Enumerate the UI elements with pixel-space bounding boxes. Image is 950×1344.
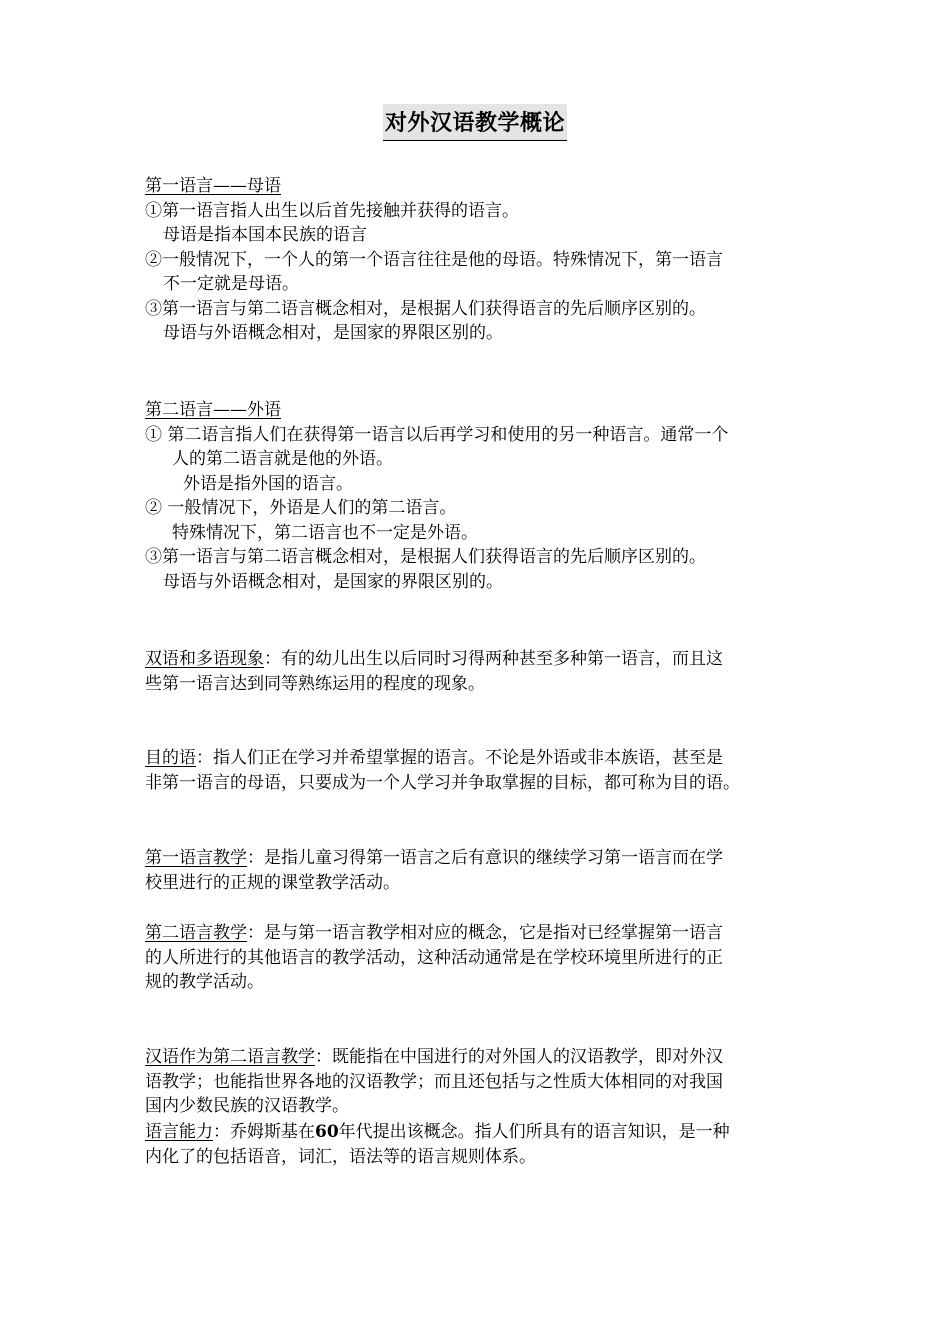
paragraph-line: ①第一语言指人出生以后首先接触并获得的语言。 [145, 200, 519, 221]
term-label: 目的语 [145, 748, 196, 768]
term-label: 汉语作为第二语言教学 [145, 1047, 315, 1067]
definition-text: ：指人们正在学习并希望掌握的语言。不论是外语或非本族语，甚至是 [196, 748, 723, 768]
paragraph-line: 国内少数民族的汉语教学。 [145, 1096, 349, 1116]
paragraph-line: 特殊情况下，第二语言也不一定是外语。 [172, 522, 478, 543]
paragraph-line: 些第一语言达到同等熟练运用的程度的现象。 [145, 673, 485, 694]
paragraph-line: 校里进行的正规的课堂教学活动。 [145, 872, 400, 893]
paragraph-line: 人的第二语言就是他的外语。 [172, 449, 393, 469]
section-first-language-teaching [145, 846, 815, 895]
paragraph-line: 不一定就是母语。 [163, 274, 299, 294]
paragraph-line: ① 第二语言指人们在获得第一语言以后再学习和使用的另一种语言。通常一个 [145, 424, 729, 445]
section-second-language-teaching [145, 921, 815, 995]
paragraph-line: ②一般情况下，一个人的第一个语言往往是他的母语。特殊情况下，第一语言 [145, 249, 723, 270]
decade-number: 60 [315, 1122, 339, 1142]
definition-text: ：乔姆斯基在 [213, 1122, 315, 1142]
term-label: 第一语言教学 [145, 848, 247, 868]
paragraph-line: 母语与外语概念相对，是国家的界限区别的。 [163, 571, 503, 592]
section-heading: 第二语言——外语 [145, 400, 281, 420]
paragraph-line: 语教学；也能指世界各地的汉语教学；而且还包括与之性质大体相同的对我国 [145, 1071, 723, 1092]
definition-text: ：是与第一语言教学相对应的概念，它是指对已经掌握第一语言 [247, 923, 723, 943]
paragraph-line: 非第一语言的母语，只要成为一个人学习并争取掌握的目标，都可称为目的语。 [145, 772, 740, 793]
definition-text: ：有的幼儿出生以后同时习得两种甚至多种第一语言，而且这 [264, 649, 723, 669]
section-target-language [145, 746, 815, 795]
paragraph-line: 的人所进行的其他语言的教学活动，这种活动通常是在学校环境里所进行的正 [145, 947, 723, 968]
paragraph-line: ③第一语言与第二语言概念相对，是根据人们获得语言的先后顺序区别的。 [145, 298, 706, 319]
paragraph-line: 外语是指外国的语言。 [183, 473, 353, 494]
document-title: 对外汉语教学概论 [383, 104, 567, 141]
paragraph-line: 母语与外语概念相对，是国家的界限区别的。 [163, 323, 503, 343]
term-label: 双语和多语现象 [145, 649, 264, 669]
paragraph-line: 母语是指本国本民族的语言 [163, 225, 367, 245]
definition-text: 年代提出该概念。指人们所具有的语言知识，是一种 [338, 1122, 730, 1142]
section-second-language [145, 398, 815, 594]
term-label: 语言能力 [145, 1122, 213, 1142]
document-title-wrap [0, 104, 950, 141]
term-label: 第二语言教学 [145, 923, 247, 943]
definition-text: ：既能指在中国进行的对外国人的汉语教学，即对外汉 [315, 1047, 723, 1067]
section-bilingualism [145, 647, 815, 696]
paragraph-line: 规的教学活动。 [145, 972, 264, 992]
section-first-language [145, 174, 815, 346]
paragraph-line: 内化了的包括语音，词汇，语法等的语言规则体系。 [145, 1146, 536, 1167]
section-language-competence [145, 1120, 815, 1169]
section-heading: 第一语言——母语 [145, 176, 281, 196]
paragraph-line: ② 一般情况下，外语是人们的第二语言。 [145, 498, 457, 518]
paragraph-line: ③第一语言与第二语言概念相对，是根据人们获得语言的先后顺序区别的。 [145, 547, 706, 567]
definition-text: ：是指儿童习得第一语言之后有意识的继续学习第一语言而在学 [247, 848, 723, 868]
section-chinese-as-second-language [145, 1045, 815, 1119]
